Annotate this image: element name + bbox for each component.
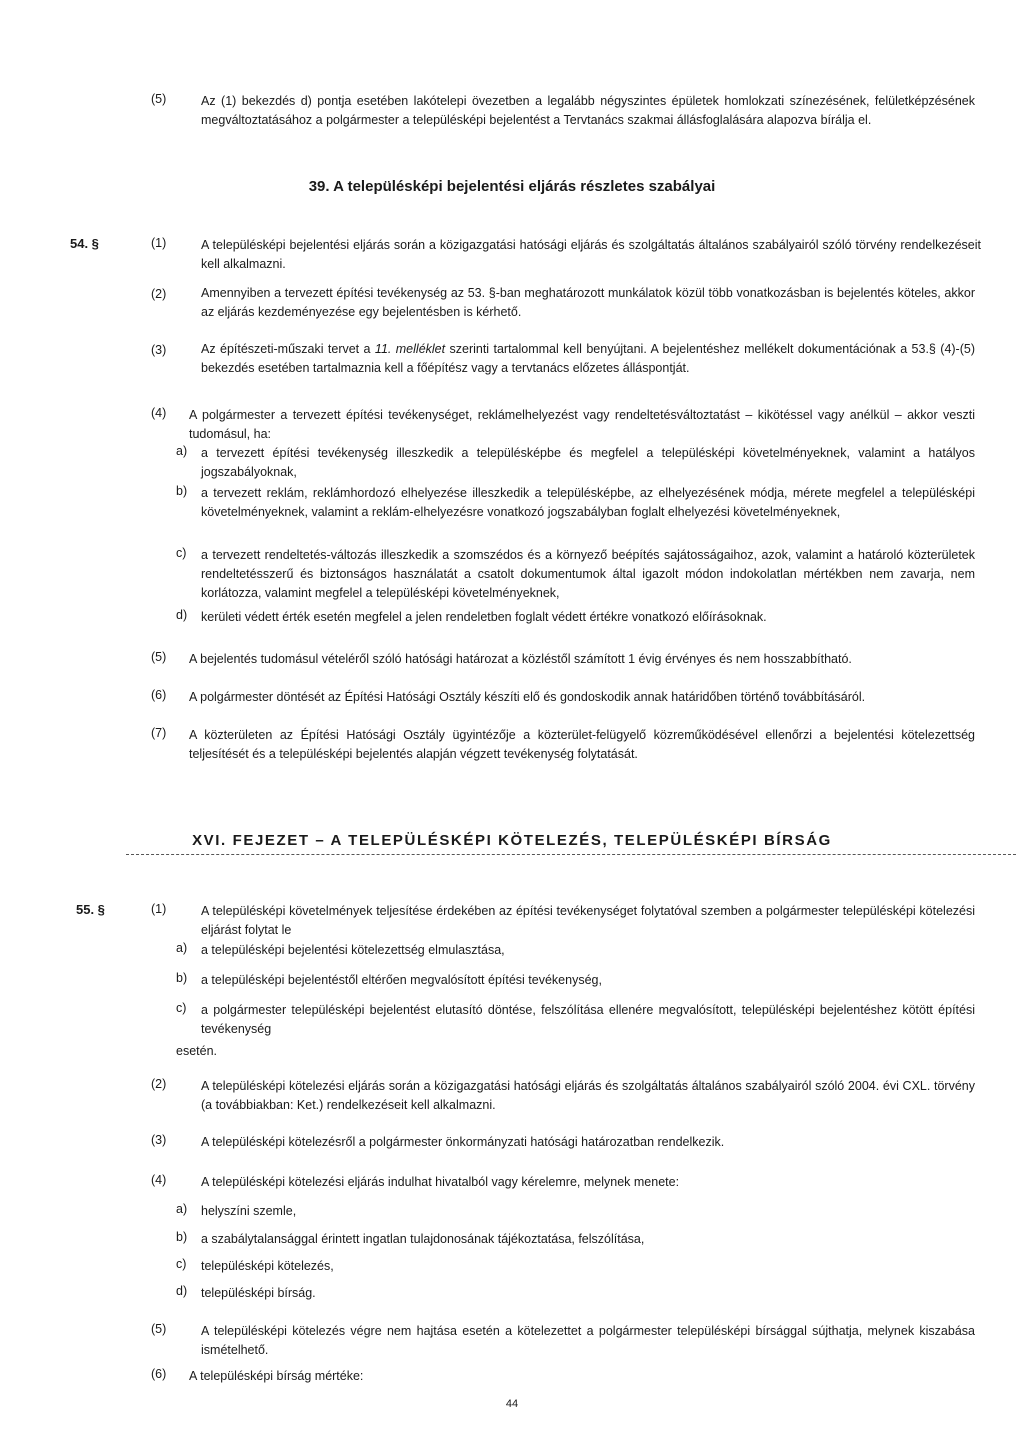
list-item: a szabálytalansággal érintett ingatlan tulajdonosának tájékoztatása, felszólítása, [201, 1232, 645, 1246]
paragraph-text: A településképi kötelezés végre nem hajtása esetén a kötelezettet a polgármester településképi bírsággal sújthatja, melynek kiszabása ismételhető. [201, 1324, 975, 1357]
text-run: szerinti tartalommal kell benyújtani. A bejelentéshez mellékelt dokumentációnak a 53.§ (4)-(5) bekezdés esetében tartalmaznia kell a főépítész vagy a tervtanács előzetes álláspontját. [201, 342, 975, 375]
paragraph-number: (6) [151, 688, 167, 702]
paragraph-number: (7) [151, 726, 167, 740]
paragraph-number: (1) [151, 902, 167, 916]
annex-reference: 11. melléklet [374, 342, 446, 356]
list-marker: d) [176, 1284, 188, 1298]
paragraph-number: (2) [151, 1077, 167, 1091]
paragraph-number: (3) [151, 343, 167, 357]
chapter-title: XVI. FEJEZET – A TELEPÜLÉSKÉPI KÖTELEZÉS, TELEPÜLÉSKÉPI BÍRSÁG [192, 832, 832, 849]
list-marker: a) [176, 941, 188, 955]
paragraph-text: A bejelentés tudomásul vételéről szóló hatósági határozat a közléstől számított 1 évig érvényes és nem hosszabbítható. [189, 652, 852, 666]
paragraph-text: A közterületen az Építési Hatósági Osztály ügyintézője a közterület-felügyelő közreműködésével ellenőrzi a bejelentési kötelezettség teljesítését és a településképi bejelentés alapján végzett tevékenység folytatását. [189, 728, 975, 761]
list-marker: b) [176, 1230, 188, 1244]
list-item: helyszíni szemle, [201, 1204, 297, 1218]
paragraph-text: A településképi bejelentési eljárás során a közigazgatási hatósági eljárás és szolgáltatás általános szabályairól szóló törvény rendelkezéseit kell alkalmazni. [201, 238, 981, 271]
list-item: a tervezett építési tevékenység illeszkedik a településképbe és megfelel a településképi követelményeknek, valamint a hatályos jogszabályoknak, [201, 446, 975, 479]
paragraph-number: (5) [151, 1322, 167, 1336]
list-marker: b) [176, 484, 188, 498]
paragraph-number: (2) [151, 287, 167, 301]
list-item: kerületi védett érték esetén megfelel a jelen rendeletben foglalt védett értékre vonatkozó előírásoknak. [201, 610, 767, 624]
paragraph-number: (5) [151, 650, 167, 664]
list-marker: b) [176, 971, 188, 985]
paragraph-text: A településképi kötelezésről a polgármester önkormányzati hatósági határozatban rendelkezik. [201, 1135, 725, 1149]
list-marker: c) [176, 546, 187, 560]
paragraph-text: A polgármester döntését az Építési Hatósági Osztály készíti elő és gondoskodik annak határidőben történő továbbításáról. [189, 690, 866, 704]
paragraph-text: A településképi kötelezési eljárás során a közigazgatási hatósági eljárás és szolgáltatás általános szabályairól szóló 2004. évi CXL. törvény (a továbbiakban: Ket.) rendelkezéseit kell alkalmazni. [201, 1079, 975, 1112]
paragraph-number: (4) [151, 1173, 167, 1187]
list-item: a tervezett reklám, reklámhordozó elhelyezése illeszkedik a településképbe, az elhelyezésének módja, mérete megfelel a településképi követelményeknek, valamint a reklám-elhelyezésre vonatkozó jogszabályban foglalt elhelyezési követelményeknek, [201, 486, 975, 519]
paragraph-text: A polgármester a tervezett építési tevékenységet, reklámelhelyezést vagy rendeltetésváltoztatást – kikötéssel vagy anélkül – akkor veszti tudomásul, ha: [189, 408, 975, 441]
chapter-divider [126, 854, 1016, 855]
text-run: Az építészeti-műszaki tervet a [201, 342, 375, 356]
list-marker: a) [176, 1202, 188, 1216]
paragraph-text: Az (1) bekezdés d) pontja esetében lakótelepi övezetben a legalább négyszintes épületek homlokzati színezésének, felületképzésének megváltoztatásához a polgármester a településképi bejelentést a Tervtanács szakmai állásfoglalására alapozva bírálja el. [201, 94, 975, 127]
page-number: 44 [505, 1398, 519, 1410]
list-item: a településképi bejelentési kötelezettség elmulasztása, [201, 943, 505, 957]
paragraph-text: A településképi kötelezési eljárás indulhat hivatalból vagy kérelemre, melynek menete: [201, 1175, 680, 1189]
list-item: a településképi bejelentéstől eltérően megvalósított építési tevékenység, [201, 973, 602, 987]
list-marker: a) [176, 444, 188, 458]
paragraph-text: Amennyiben a tervezett építési tevékenység az 53. §-ban meghatározott munkálatok közül több vonatkozásban is bejelentés köteles, akkor az eljárás kezdeményezése egy bejelentésben is kérhető. [201, 286, 975, 319]
list-marker: d) [176, 608, 188, 622]
paragraph-text: A településképi követelmények teljesítése érdekében az építési tevékenységet folytatóval szemben a polgármester településképi kötelezési eljárást folytat le [201, 904, 975, 937]
paragraph-number: (3) [151, 1133, 167, 1147]
paragraph-number: (5) [151, 92, 167, 106]
list-marker: c) [176, 1257, 187, 1271]
section-title: 39. A településképi bejelentési eljárás részletes szabályai [308, 178, 716, 195]
list-marker: c) [176, 1001, 187, 1015]
paragraph-label: 54. § [70, 236, 99, 251]
list-item: településképi kötelezés, [201, 1259, 334, 1273]
paragraph-text: A településképi bírság mértéke: [189, 1369, 364, 1383]
list-item: településképi bírság. [201, 1286, 316, 1300]
list-item: a tervezett rendeltetés-változás illeszkedik a szomszédos és a környező beépítés sajátosságaihoz, azok, valamint a határoló közterületek rendeltetésszerű és biztonságos használatát a csatolt dokumentumok által igazolt módon indokolatlan mértékben nem zavarja, nem korlátozza, valamint megfelel a településképi követelményeknek, [201, 548, 975, 600]
list-item: a polgármester településképi bejelentést elutasító döntése, felszólítása ellenére megvalósított, településképi bejelentéshez kötött építési tevékenység [201, 1003, 975, 1036]
paragraph-number: (1) [151, 236, 167, 250]
paragraph-text [201, 340, 975, 378]
paragraph-number: (4) [151, 406, 167, 420]
paragraph-closing: esetén. [176, 1044, 218, 1058]
paragraph-label: 55. § [76, 902, 105, 917]
paragraph-number: (6) [151, 1367, 167, 1381]
